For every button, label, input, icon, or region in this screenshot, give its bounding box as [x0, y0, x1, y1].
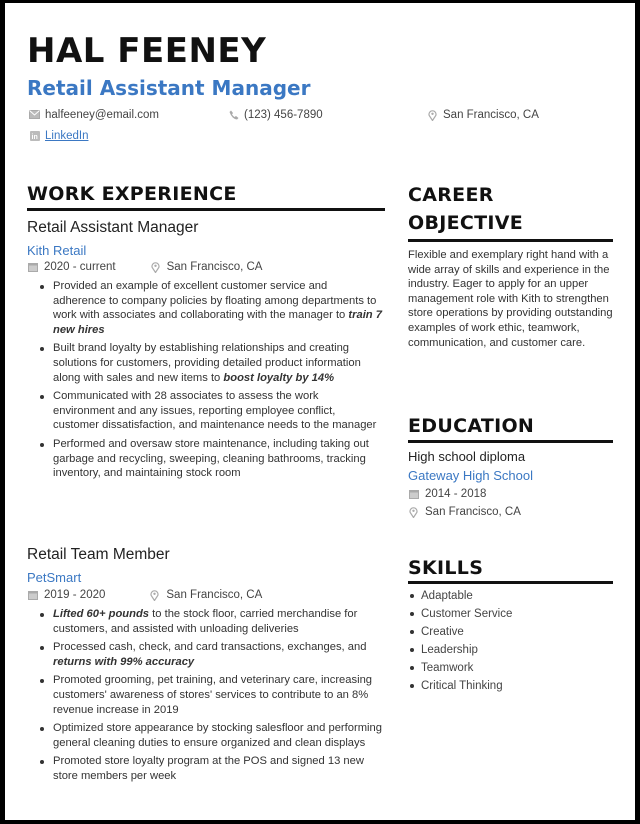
skill-item: Teamwork — [421, 659, 621, 677]
skill-item: Critical Thinking — [421, 677, 621, 695]
calendar-icon — [27, 262, 38, 272]
envelope-icon — [29, 110, 40, 120]
list-item: Processed cash, check, and card transactions, exchanges, and returns with 99% accuracy — [53, 640, 383, 669]
contact-email[interactable] — [29, 109, 159, 121]
job-location: San Francisco, CA — [166, 589, 263, 601]
company-name: PetSmart — [27, 570, 82, 585]
resume-page — [5, 3, 635, 820]
linkedin-link[interactable]: LinkedIn — [45, 130, 89, 142]
education-heading: EDUCATION — [408, 415, 535, 437]
skill-item: Leadership — [421, 641, 621, 659]
candidate-name: HAL FEENEY — [27, 31, 267, 71]
company-name: Kith Retail — [27, 243, 87, 258]
list-item: Promoted store loyalty program at the POS and signed 13 new store members per week — [53, 754, 383, 783]
work-experience-rule — [27, 208, 385, 211]
education-rule — [408, 440, 613, 443]
phone-icon — [228, 110, 239, 120]
skills-heading: SKILLS — [408, 557, 484, 579]
education-location: San Francisco, CA — [408, 506, 521, 518]
candidate-title: Retail Assistant Manager — [27, 76, 311, 100]
skill-item: Customer Service — [421, 605, 621, 623]
skills-list — [408, 587, 621, 695]
map-pin-icon — [408, 507, 419, 517]
location-text: San Francisco, CA — [443, 109, 539, 121]
list-item: Promoted grooming, pet training, and veterinary care, increasing customers' awareness of stores' services to contribute to an 8% revenue increase in 2019 — [53, 673, 383, 717]
list-item: Built brand loyalty by establishing relationships and creating solutions for customers, providing detailed product information along with sales and new items to boost loyalty by 14% — [53, 341, 383, 385]
list-item: Communicated with 28 associates to assess the work environment and any issues, reporting employee conflict, customer dissatisfaction, and maintenance needs to the manager — [53, 389, 383, 433]
map-pin-icon — [149, 590, 160, 600]
job-meta — [27, 589, 262, 601]
job-dates: 2020 - current — [44, 261, 116, 273]
map-pin-icon — [150, 262, 161, 272]
job-location: San Francisco, CA — [166, 261, 263, 273]
list-item: Lifted 60+ pounds to the stock floor, carried merchandise for customers, and assisted with unloading deliveries — [53, 607, 383, 636]
job-bullets — [27, 607, 383, 784]
career-objective-text: Flexible and exemplary right hand with a wide array of skills and experience in the industry. Eager to apply for an upper management role with Kith to strengthen store operations by providing outstanding examples of work ethic, teamwork, communication, and customer care. — [408, 249, 613, 349]
list-item: Provided an example of excellent customer service and adherence to company policies by floating among departments to work with associates and collaborating with the manager to train 7 new hires — [53, 280, 382, 336]
skill-item: Adaptable — [421, 587, 621, 605]
contact-location — [427, 109, 539, 121]
job-bullets — [27, 279, 383, 481]
degree: High school diploma — [408, 449, 526, 464]
calendar-icon — [408, 489, 419, 499]
skill-item: Creative — [421, 623, 621, 641]
work-experience-heading: WORK EXPERIENCE — [27, 183, 237, 205]
list-item: Optimized store appearance by stocking salesfloor and performing general cleaning duties to ensure organized and clean displays — [53, 722, 382, 749]
education-dates: 2014 - 2018 — [408, 488, 486, 500]
job-dates: 2019 - 2020 — [44, 589, 106, 601]
linkedin-icon — [29, 131, 40, 141]
job-meta — [27, 261, 262, 273]
phone-text: (123) 456-7890 — [244, 109, 323, 121]
career-objective-rule — [408, 239, 613, 242]
school-name: Gateway High School — [408, 468, 534, 483]
email-text: halfeeney@email.com — [45, 109, 159, 121]
job-title: Retail Team Member — [27, 546, 170, 563]
career-objective-heading: CAREER OBJECTIVE — [408, 184, 524, 234]
contact-linkedin[interactable] — [29, 130, 88, 142]
skills-rule — [408, 581, 613, 584]
map-pin-icon — [427, 110, 438, 120]
calendar-icon — [27, 590, 38, 600]
job-title: Retail Assistant Manager — [27, 219, 199, 236]
contact-phone[interactable] — [228, 109, 323, 121]
svg-text:in: in — [31, 134, 38, 141]
list-item: Performed and oversaw store maintenance, including taking out garbage and recycling, sweeping, cleaning bathrooms, tracking inventory, and maintaining stock room — [53, 437, 383, 481]
